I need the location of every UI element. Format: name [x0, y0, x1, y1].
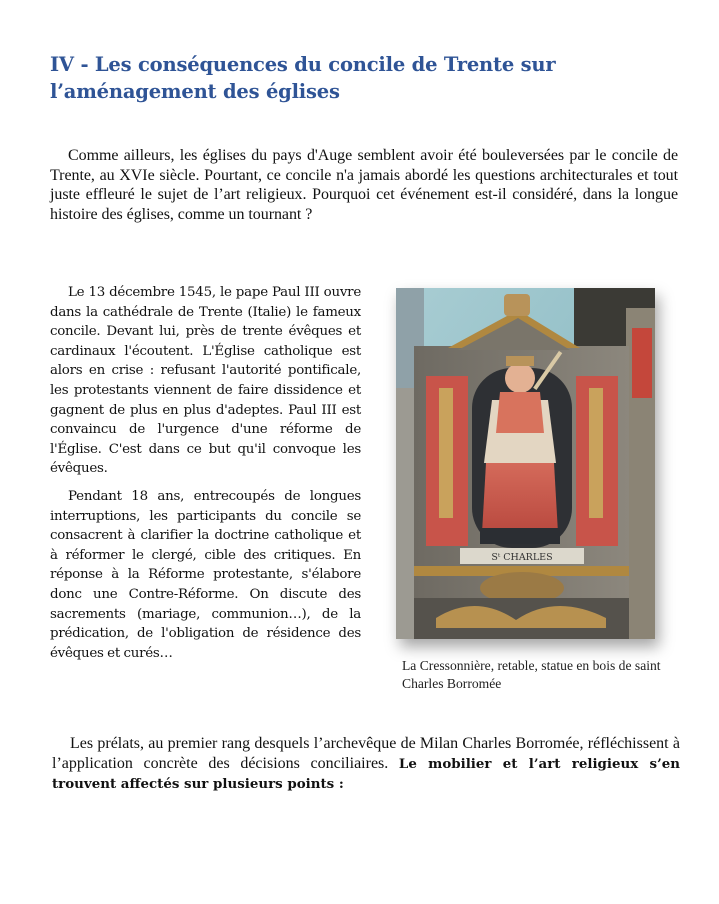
intro-block: [50, 146, 678, 224]
photo-caption: La Cressonnière, retable, statue en bois de saint Charles Borromée: [402, 658, 661, 691]
section-title-line-2: l’aménagement des églises: [50, 80, 340, 103]
closing-paragraph: [52, 734, 680, 795]
closing-bold-text: Le mobilier et l’art religieux s’en trouvent affectés sur plusieurs points :: [52, 755, 680, 792]
closing-block: [52, 734, 680, 795]
statue-illustration: [396, 288, 655, 639]
left-column: [50, 283, 361, 663]
plaque-text: Sᵗ CHARLES: [491, 552, 553, 563]
closing-text: Les prélats, au premier rang desquels l’archevêque de Milan Charles Borromée, réfléchissent à l’application concrète des décisions conciliaires.: [52, 735, 680, 772]
paragraph-council-opening: Le 13 décembre 1545, le pape Paul III ouvre dans la cathédrale de Trente (Italie) le fameux concile. Devant lui, près de trente évêques et cardinaux l'écoutent. L'Église catholique est alors en crise : refusant l'autorité pontificale, les protestants viennent de faire dissidence et gagnent de plus en plus d'adeptes. Paul III est convaincu de l'urgence d'une réforme de l'Église. C'est dans ce but qu'il convoque les évêques.: [50, 285, 361, 477]
section-title-line-1: IV - Les conséquences du concile de Trente sur: [50, 53, 556, 76]
paragraph-counter-reformation: Pendant 18 ans, entrecoupés de longues interruptions, les participants du concile se consacrent à clarifier la doctrine catholique et à réformer le clergé, cible des critiques. En réponse à la Réforme protestante, s'élabore donc une Contre-Réforme. On discute des sacrements (mariage, communion…), de la prédication, de l'obligation de résidence des évêques et curés…: [50, 488, 361, 661]
section-title: [50, 51, 610, 105]
statue-photo: [396, 288, 655, 639]
intro-paragraph: Comme ailleurs, les églises du pays d'Auge semblent avoir été bouleversées par le concile de Trente, au XVIe siècle. Pourtant, ce concile n'a jamais abordé les questions architecturales et tout juste effleuré le sujet de l’art religieux. Pourquoi cet événement est-il considéré, dans la longue histoire des églises, comme un tournant ?: [50, 147, 678, 223]
